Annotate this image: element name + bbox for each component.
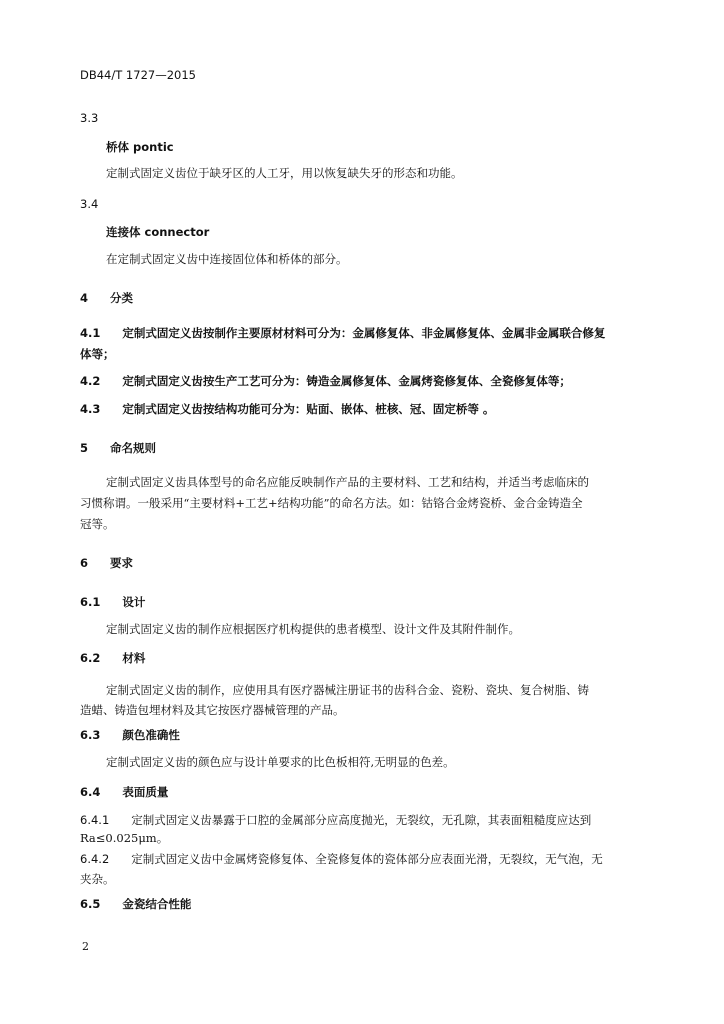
document-code-header: DB44/T 1727—2015 bbox=[80, 68, 196, 82]
definition-connector: 在定制式固定义齿中连接固位体和桥体的部分。 bbox=[106, 252, 348, 266]
material-text-line-2: 造蜡、铸造包埋材料及其它按医疗器械管理的产品。 bbox=[80, 703, 345, 717]
design-text: 定制式固定义齿的制作应根据医疗机构提供的患者模型、设计文件及其附件制作。 bbox=[106, 622, 520, 636]
section-heading-4 bbox=[80, 290, 133, 306]
clause-text: 定制式固定义齿暴露于口腔的金属部分应高度抛光，无裂纹，无孔隙，其表面粗糙度应达到 bbox=[131, 813, 592, 827]
clause-6-4-1 bbox=[80, 812, 591, 828]
clause-6-4-1-continuation: Ra≤0.025μm。 bbox=[80, 831, 169, 845]
section-heading-5 bbox=[80, 440, 156, 456]
subsection-title: 表面质量 bbox=[122, 785, 169, 799]
page-number: 2 bbox=[82, 940, 89, 953]
section-title: 分类 bbox=[110, 291, 134, 305]
naming-rule-line-2: 习惯称谓。一般采用“主要材料+工艺+结构功能”的命名方法。如：钴铬合金烤瓷桥、金合金铸造全 bbox=[80, 496, 583, 510]
subsection-title: 颜色准确性 bbox=[122, 728, 180, 742]
clause-number: 4.1 bbox=[80, 326, 101, 340]
clause-text: 定制式固定义齿中金属烤瓷修复体、全瓷修复体的瓷体部分应表面光滑，无裂纹，无气泡，无 bbox=[131, 852, 603, 866]
clause-4-1-continuation: 体等； bbox=[80, 347, 115, 361]
section-heading-6 bbox=[80, 555, 133, 571]
definition-pontic: 定制式固定义齿位于缺牙区的人工牙，用以恢复缺失牙的形态和功能。 bbox=[106, 166, 463, 180]
clause-6-4-2-continuation: 夹杂。 bbox=[80, 872, 115, 886]
term-connector: 连接体 connector bbox=[106, 225, 210, 239]
subsection-number: 6.2 bbox=[80, 651, 101, 665]
subsection-6-5 bbox=[80, 896, 191, 912]
clause-number: 4.3 bbox=[80, 402, 101, 416]
clause-number: 4.2 bbox=[80, 374, 101, 388]
section-title: 命名规则 bbox=[110, 441, 157, 455]
naming-rule-line-1: 定制式固定义齿具体型号的命名应能反映制作产品的主要材料、工艺和结构，并适当考虑临床的 bbox=[106, 475, 589, 489]
section-number: 4 bbox=[80, 291, 89, 305]
clause-6-4-2 bbox=[80, 851, 603, 867]
clause-text: 定制式固定义齿按生产工艺可分为：铸造金属修复体、金属烤瓷修复体、全瓷修复体等； bbox=[122, 374, 571, 388]
subsection-6-3 bbox=[80, 727, 180, 743]
clause-number: 6.4.1 bbox=[80, 813, 110, 827]
subsection-6-2 bbox=[80, 650, 145, 666]
subsection-number: 6.1 bbox=[80, 595, 101, 609]
subsection-title: 设计 bbox=[122, 595, 146, 609]
subsection-number: 6.5 bbox=[80, 897, 101, 911]
section-title: 要求 bbox=[110, 556, 134, 570]
clause-4-3 bbox=[80, 401, 494, 417]
subsection-title: 金瓷结合性能 bbox=[122, 897, 192, 911]
clause-4-1 bbox=[80, 325, 605, 341]
subsection-number: 6.3 bbox=[80, 728, 101, 742]
color-accuracy-text: 定制式固定义齿的颜色应与设计单要求的比色板相符,无明显的色差。 bbox=[106, 755, 455, 769]
term-pontic: 桥体 pontic bbox=[106, 140, 174, 154]
section-number-3-3: 3.3 bbox=[80, 111, 99, 125]
clause-text: 定制式固定义齿按制作主要原材材料可分为：金属修复体、非金属修复体、金属非金属联合修复 bbox=[122, 326, 606, 340]
clause-text: 定制式固定义齿按结构功能可分为：贴面、嵌体、桩核、冠、固定桥等 。 bbox=[122, 402, 495, 416]
subsection-number: 6.4 bbox=[80, 785, 101, 799]
section-number: 6 bbox=[80, 556, 89, 570]
subsection-6-1 bbox=[80, 594, 145, 610]
section-number: 5 bbox=[80, 441, 89, 455]
material-text-line-1: 定制式固定义齿的制作，应使用具有医疗器械注册证书的齿科合金、瓷粉、瓷块、复合树脂、铸 bbox=[106, 683, 589, 697]
subsection-6-4 bbox=[80, 784, 168, 800]
clause-4-2 bbox=[80, 373, 571, 389]
subsection-title: 材料 bbox=[122, 651, 146, 665]
clause-number: 6.4.2 bbox=[80, 852, 110, 866]
naming-rule-line-3: 冠等。 bbox=[80, 517, 115, 531]
section-number-3-4: 3.4 bbox=[80, 197, 99, 211]
